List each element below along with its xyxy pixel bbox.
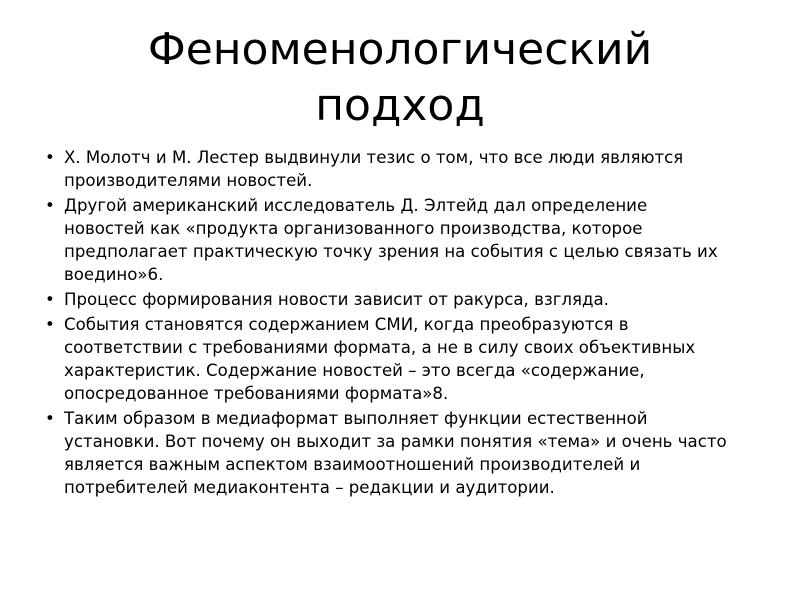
slide-title <box>60 22 740 134</box>
bullet-dot-icon: • <box>45 409 55 428</box>
bullet-item-1 <box>42 146 732 192</box>
bullet-text-5: Таким образом в медиаформат выполняет функции естественной установки. Вот почему он выходит за рамки понятия «тема» и очень часто является важным аспектом взаимоотношений производителей и потребителей медиаконтента – редакции и аудитории. <box>64 409 727 497</box>
bullet-list <box>42 146 732 501</box>
bullet-text-1: Х. Молотч и М. Лестер выдвинули тезис о том, что все люди являются производителями новостей. <box>64 148 684 190</box>
bullet-dot-icon: • <box>45 148 55 167</box>
bullet-dot-icon: • <box>45 315 55 334</box>
bullet-item-3 <box>42 288 732 311</box>
slide-title-line-1: Феноменологический <box>147 24 653 75</box>
bullet-dot-icon: • <box>45 196 55 215</box>
bullet-item-2 <box>42 194 732 286</box>
bullet-dot-icon: • <box>45 290 55 309</box>
bullet-text-4: События становятся содержанием СМИ, когда преобразуются в соответствии с требованиями формата, а не в силу своих объективных характеристик. Содержание новостей – это всегда «содержание, опосредованное требованиями формата»8. <box>64 315 696 403</box>
bullet-text-2: Другой американский исследователь Д. Элтейд дал определение новостей как «продукта организованного производства, которое предполагает практическую точку зрения на события с целью связать их воедино»6. <box>64 196 718 284</box>
bullet-item-5 <box>42 407 732 499</box>
slide-title-line-2: подход <box>315 80 485 131</box>
bullet-item-4 <box>42 313 732 405</box>
bullet-text-3: Процесс формирования новости зависит от ракурса, взгляда. <box>64 290 609 309</box>
